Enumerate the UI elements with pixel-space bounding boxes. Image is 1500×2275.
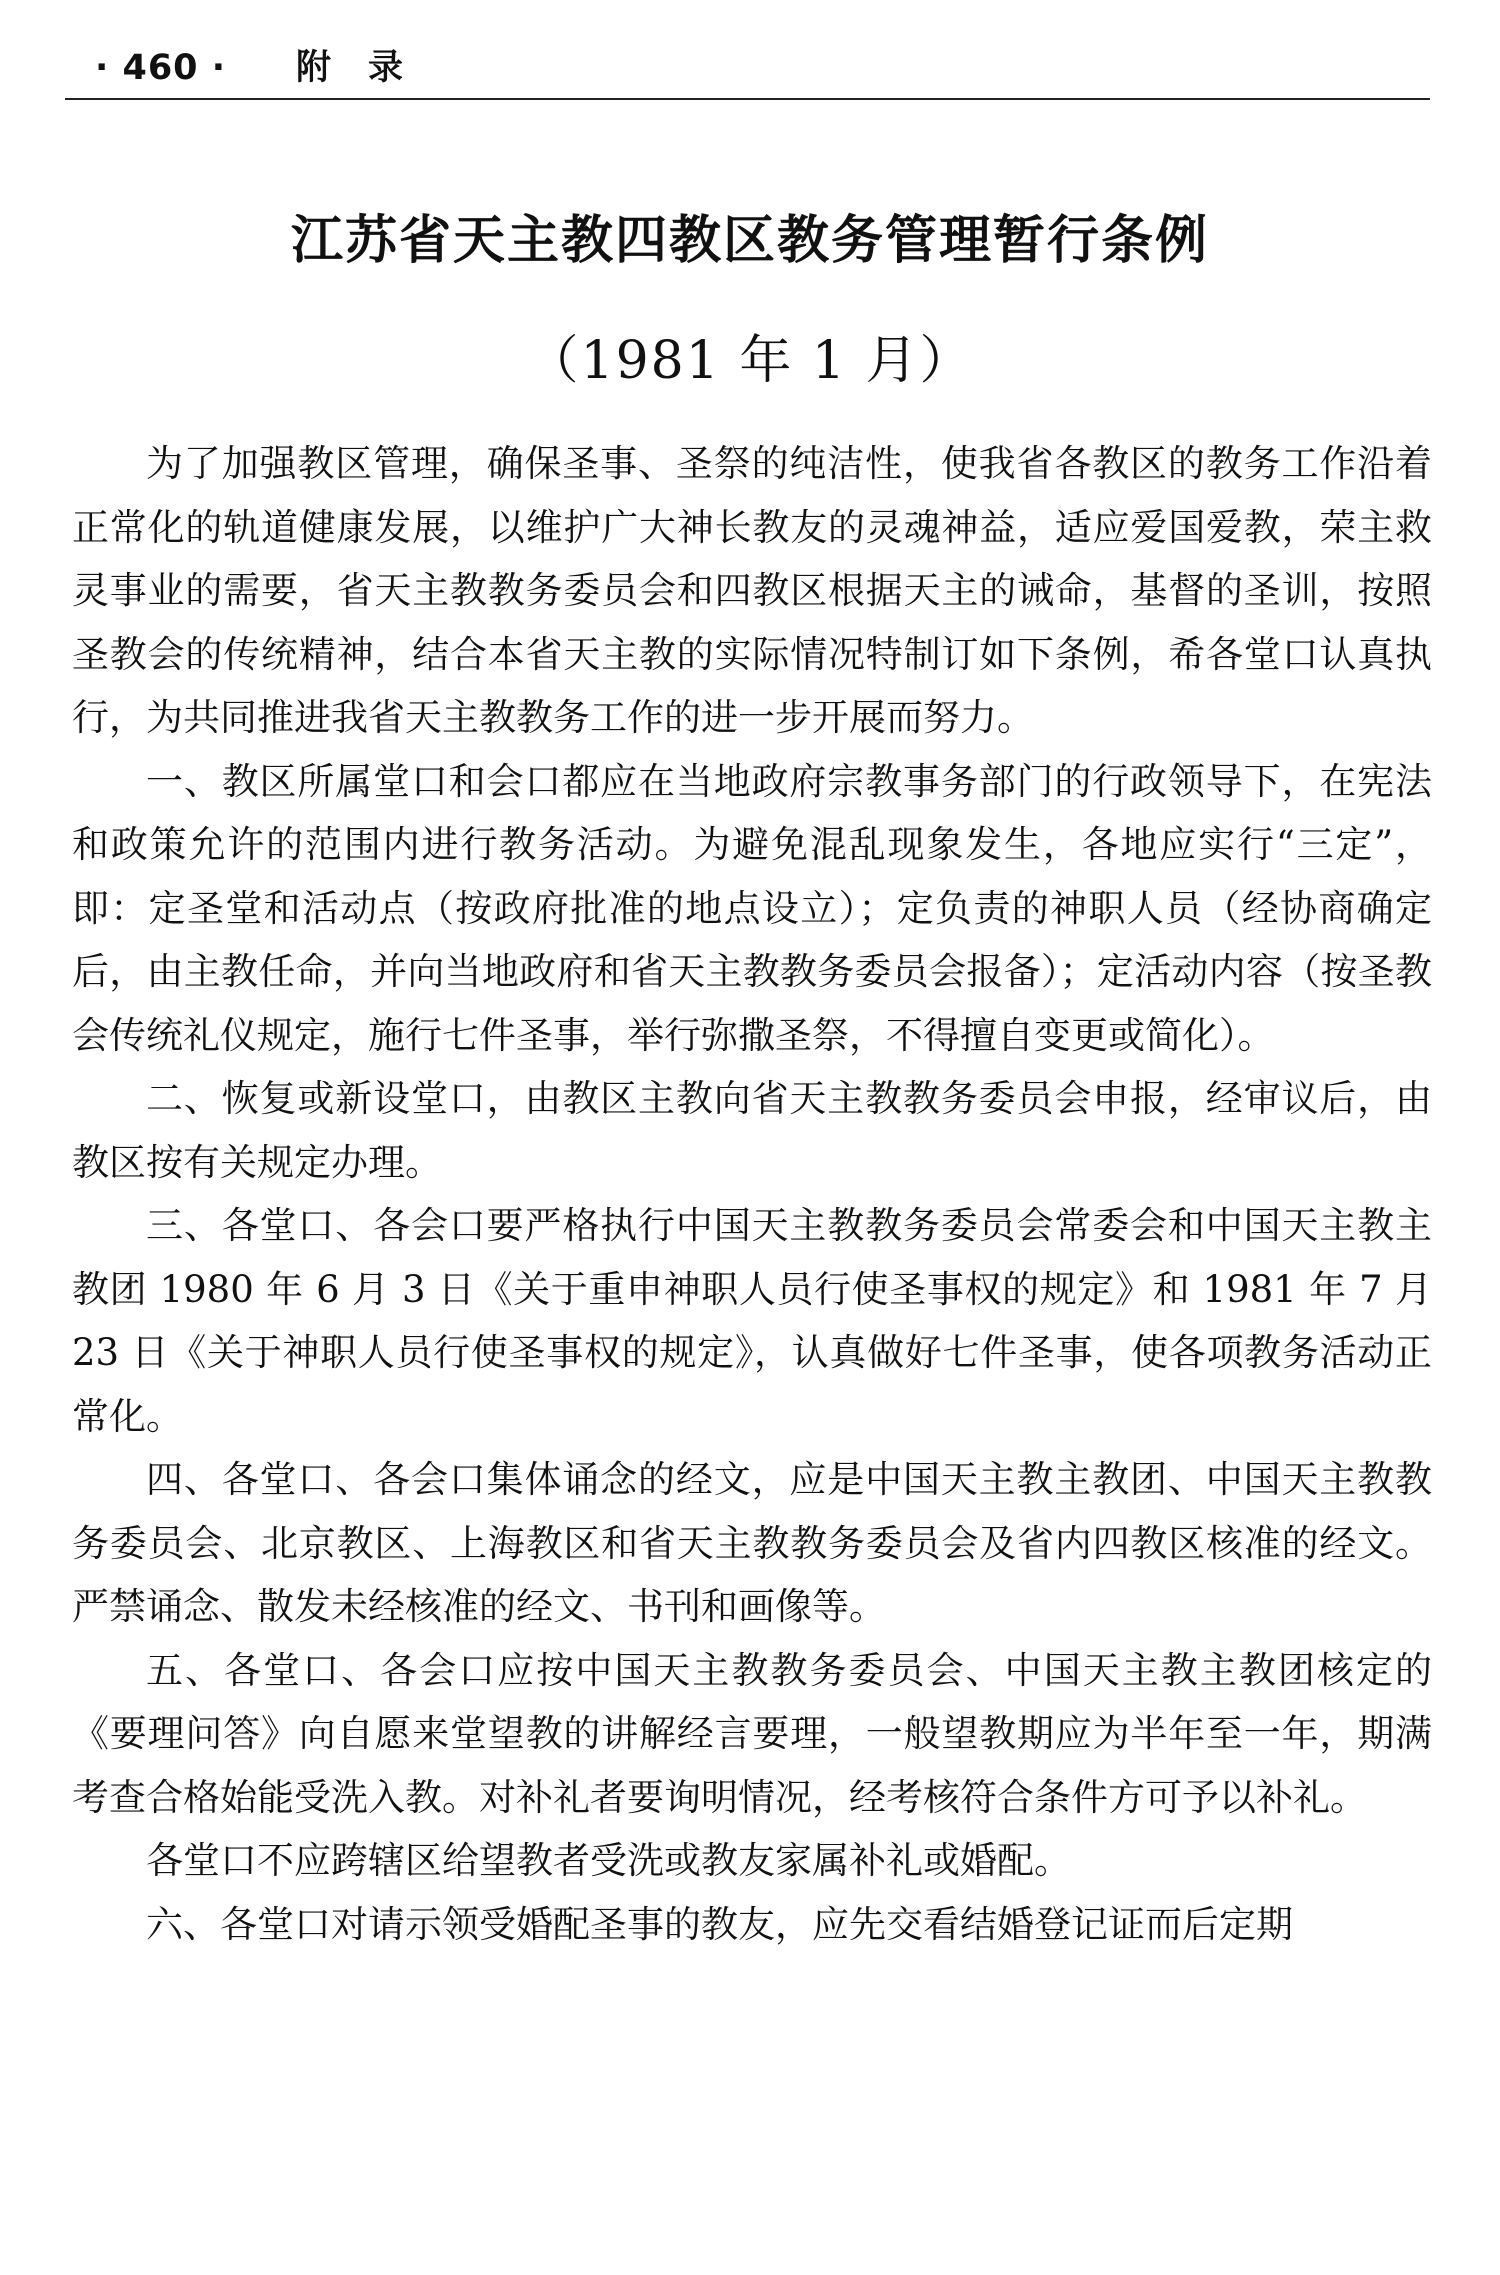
document-title: 江苏省天主教四教区教务管理暂行条例 [290,211,1209,271]
paragraph-article-5-note: 各堂口不应跨辖区给望教者受洗或教友家属补礼或婚配。 [146,1839,1071,1882]
document-date: （1981 年 1 月） [526,331,974,391]
paragraph-article-3: 三、各堂口、各会口要严格执行中国天主教教务委员会常委会和中国天主教主教团 1980 年 6 月 3 日《关于重申神职人员行使圣事权的规定》和 1981 年 7 月 23 日《关于神职人员行使圣事权的规定》，认真做好七件圣事，使各项教务活动正常化。 [72,1204,1432,1438]
paragraph-preamble: 为了加强教区管理，确保圣事、圣祭的纯洁性，使我省各教区的教务工作沿着正常化的轨道健康发展，以维护广大神长教友的灵魂神益，适应爱国爱教，荣主救灵事业的需要，省天主教教务委员会和四教区根据天主的诫命，基督的圣训，按照圣教会的传统精神，结合本省天主教的实际情况特制订如下条例，希各堂口认真执行，为共同推进我省天主教教务工作的进一步开展而努力。 [72,442,1432,739]
running-header [95,40,404,90]
paragraph-article-6: 六、各堂口对请示领受婚配圣事的教友，应先交看结婚登记证而后定期 [146,1902,1293,1946]
section-label: 附 录 [296,48,405,88]
header-rule [65,98,1430,100]
paragraph-article-1: 一、教区所属堂口和会口都应在当地政府宗教事务部门的行政领导下，在宪法和政策允许的范围内进行教务活动。为避免混乱现象发生，各地应实行“三定”，即：定圣堂和活动点（按政府批准的地点设立）；定负责的神职人员（经协商确定后，由主教任命，并向当地政府和省天主教教务委员会报备）；定活动内容（按圣教会传统礼仪规定，施行七件圣事，举行弥撒圣祭，不得擅自变更或简化）。 [72,759,1432,1057]
document-body [72,432,1432,1956]
paragraph-article-5: 五、各堂口、各会口应按中国天主教教务委员会、中国天主教主教团核定的《要理问答》向自愿来堂望教的讲解经言要理，一般望教期应为半年至一年，期满考查合格始能受洗入教。对补礼者要询明情况，经考核符合条件方可予以补礼。 [72,1648,1432,1819]
paragraph-article-4: 四、各堂口、各会口集体诵念的经文，应是中国天主教主教团、中国天主教教务委员会、北京教区、上海教区和省天主教教务委员会及省内四教区核准的经文。严禁诵念、散发未经核准的经文、书刊和画像等。 [72,1458,1432,1628]
page-number: · 460 · [95,48,227,88]
paragraph-article-2: 二、恢复或新设堂口，由教区主教向省天主教教务委员会申报，经审议后，由教区按有关规定办理。 [72,1077,1432,1184]
